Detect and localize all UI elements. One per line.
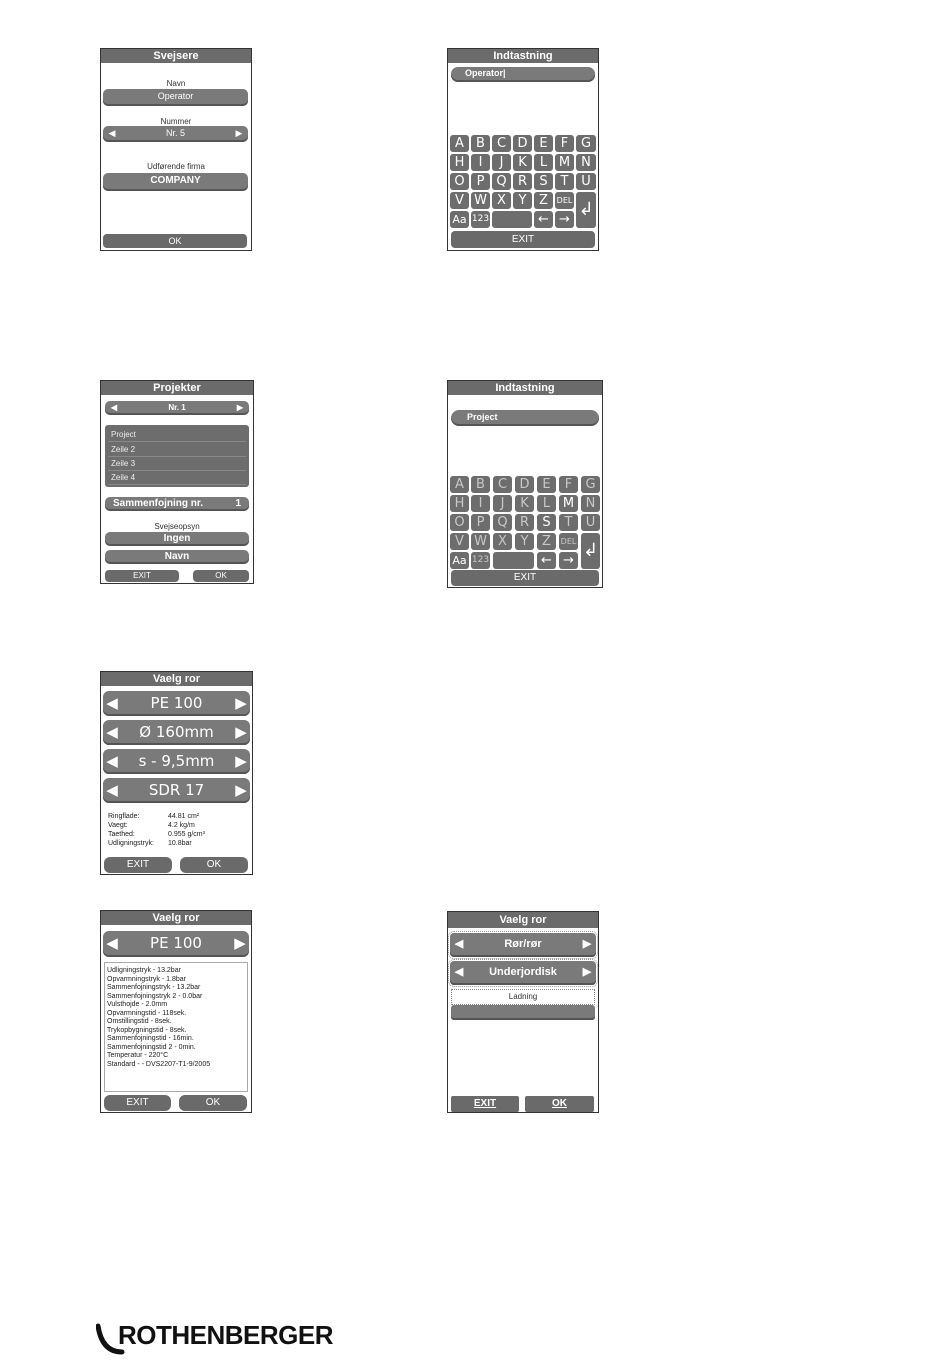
joint-value: 1 [235, 498, 241, 509]
key-f[interactable]: F [555, 135, 574, 152]
left-arrow-icon[interactable]: ◀ [106, 781, 118, 799]
key-j[interactable]: J [492, 154, 511, 171]
parameter-line: Sammenfojningstryk - 13.2bar [107, 984, 201, 991]
parameter-line: Omstillingstid - 8sek. [107, 1018, 172, 1025]
key-k[interactable]: K [515, 495, 534, 512]
property-label: Udligningstryk: [108, 840, 154, 847]
exit-button[interactable] [451, 570, 599, 586]
material-selector[interactable] [103, 931, 249, 957]
list-item[interactable]: Zeile 3 [108, 457, 246, 471]
list-item[interactable]: Project [108, 428, 246, 442]
key-b[interactable]: B [471, 135, 490, 152]
enter-icon[interactable]: ↲ [576, 192, 596, 228]
exit-label: EXIT [511, 234, 535, 245]
ok-label: OK [552, 1098, 567, 1109]
parameter-line: Opvarmningstid - 118sek. [107, 1009, 187, 1017]
key-o[interactable]: O [450, 514, 469, 531]
right-arrow-icon[interactable]: ▶ [235, 128, 243, 138]
key-s[interactable]: S [534, 173, 553, 190]
key-r[interactable]: R [515, 514, 534, 531]
ok-label: OK [168, 236, 182, 246]
screen-svejsere [100, 48, 252, 251]
key-c[interactable]: C [492, 135, 511, 152]
exit-label: EXIT [133, 571, 151, 580]
key-g[interactable]: G [576, 135, 596, 152]
diameter-value: Ø 160mm [139, 723, 214, 741]
property-row [108, 830, 205, 839]
parameter-line: Udligningstryk - 13.2bar [107, 967, 181, 974]
key-t[interactable]: T [559, 514, 578, 531]
sdr-selector[interactable] [103, 778, 250, 803]
key-q[interactable]: Q [493, 514, 512, 531]
property-label: Ringflade: [108, 813, 140, 820]
screen-indtastning-operator [447, 48, 599, 251]
key-p[interactable]: P [471, 173, 490, 190]
right-arrow-icon[interactable]: ▶ [234, 934, 246, 952]
exit-button[interactable] [105, 570, 179, 582]
key-m[interactable]: M [555, 154, 574, 171]
ok-button[interactable] [179, 1095, 247, 1111]
right-arrow-icon[interactable]: → [555, 211, 574, 228]
sdr-value: SDR 17 [148, 781, 205, 799]
enter-icon[interactable]: ↲ [581, 533, 600, 569]
key-i[interactable]: I [471, 154, 490, 171]
left-arrow-icon[interactable]: ◀ [106, 723, 118, 741]
key-x[interactable]: X [492, 192, 511, 209]
key-space[interactable] [493, 552, 534, 569]
screen-vaelg-ror-dimensions [100, 671, 253, 875]
key-w[interactable]: W [471, 533, 490, 550]
key-j[interactable]: J [493, 495, 512, 512]
property-value: 0.955 g/cm³ [168, 831, 205, 838]
key-n[interactable]: N [581, 495, 600, 512]
parameter-line: Trykopbygningstid - 8sek. [107, 1026, 187, 1034]
key-n[interactable]: N [576, 154, 596, 171]
supervision-label: Svejseopsyn [154, 522, 200, 531]
key-h[interactable]: H [450, 154, 469, 171]
input-value: Operator| [465, 68, 506, 78]
connection-type-value: Rør/rør [504, 938, 542, 950]
company-value: COMPANY [150, 175, 201, 186]
key-x[interactable]: X [493, 533, 512, 550]
property-value: 4.2 kg/m [168, 822, 195, 829]
key-f[interactable]: F [559, 476, 578, 493]
keyboard [450, 135, 596, 225]
exit-label: EXIT [473, 1098, 497, 1109]
parameter-list [104, 962, 248, 1092]
key-s[interactable]: S [537, 514, 556, 531]
parameter-line: Temperatur - 220°C [107, 1052, 169, 1059]
wall-thickness-selector[interactable] [103, 749, 250, 774]
company-label: Udførende firma [147, 162, 205, 171]
key-123[interactable]: 123 [471, 211, 490, 228]
screen-vaelg-ror-type [447, 911, 599, 1113]
left-arrow-icon[interactable]: ◀ [106, 934, 118, 952]
location-selector[interactable] [450, 961, 596, 985]
location-value: Underjordisk [489, 966, 557, 978]
right-arrow-icon[interactable]: ▶ [235, 752, 247, 770]
left-arrow-icon[interactable]: ◀ [110, 403, 118, 412]
left-arrow-icon[interactable]: ◀ [454, 966, 464, 978]
wall-value: s - 9,5mm [138, 752, 215, 770]
parameter-line: Sammenfojningstid 2 - 0min. [107, 1043, 196, 1051]
charge-label-box [451, 989, 595, 1005]
material-value: PE 100 [150, 934, 202, 952]
screen-title: Vaelg ror [101, 672, 252, 686]
parameter-line: Sammenfojningstryk 2 - 0.0bar [107, 992, 203, 1000]
screen-indtastning-project [447, 380, 603, 588]
right-arrow-icon[interactable]: → [559, 552, 578, 569]
exit-button[interactable] [451, 1096, 519, 1112]
key-b[interactable]: B [471, 476, 490, 493]
right-arrow-icon[interactable]: ▶ [235, 781, 247, 799]
ok-button[interactable] [103, 234, 247, 248]
ok-button[interactable] [193, 570, 249, 582]
brand-logo [96, 1318, 356, 1358]
key-e[interactable]: E [537, 476, 556, 493]
number-value: Nr. 5 [165, 128, 185, 138]
key-p[interactable]: P [471, 514, 490, 531]
list-item[interactable]: Zeile 4 [108, 471, 246, 485]
key-v[interactable]: V [450, 533, 469, 550]
number-label: Nummer [160, 117, 192, 126]
pipe-properties [108, 812, 205, 848]
ok-label: OK [205, 1097, 221, 1108]
brand-name: ROTHENBERGER [118, 1320, 334, 1350]
parameter-line: Sammenfojningstid - 16min. [107, 1035, 194, 1042]
name-label: Navn [166, 79, 186, 88]
screen-title: Indtastning [448, 381, 602, 395]
key-d[interactable]: D [515, 476, 534, 493]
property-label: Vaegt: [108, 822, 128, 829]
key-o[interactable]: O [450, 173, 469, 190]
ok-label: OK [215, 571, 227, 580]
exit-button[interactable] [104, 857, 172, 873]
key-case[interactable]: Aa [450, 552, 469, 569]
key-q[interactable]: Q [492, 173, 511, 190]
key-i[interactable]: I [471, 495, 490, 512]
list-item[interactable]: Zeile 2 [108, 443, 246, 457]
key-l[interactable]: L [534, 154, 553, 171]
key-u[interactable]: U [581, 514, 600, 531]
key-h[interactable]: H [450, 495, 469, 512]
left-arrow-icon[interactable]: ← [534, 211, 553, 228]
left-arrow-icon[interactable]: ◀ [106, 694, 118, 712]
key-del[interactable]: DEL [555, 192, 574, 209]
key-case[interactable]: Aa [450, 211, 469, 228]
screen-vaelg-ror-parameters [100, 910, 252, 1113]
exit-label: EXIT [126, 1097, 149, 1108]
ok-label: OK [206, 859, 222, 870]
diameter-selector[interactable] [103, 720, 250, 745]
key-t[interactable]: T [555, 173, 574, 190]
number-selector[interactable] [103, 126, 248, 142]
screen-title: Projekter [101, 381, 253, 395]
screen-projekter [100, 380, 254, 584]
key-k[interactable]: K [513, 154, 532, 171]
key-v[interactable]: V [450, 192, 469, 209]
input-value: Project [467, 412, 498, 422]
key-a[interactable]: A [450, 476, 469, 493]
material-selector[interactable] [103, 691, 250, 716]
right-arrow-icon[interactable]: ▶ [582, 938, 592, 950]
left-arrow-icon[interactable]: ◀ [454, 938, 464, 950]
name-field[interactable] [103, 89, 248, 106]
right-arrow-icon[interactable]: ▶ [236, 403, 244, 412]
property-value: 10.8bar [168, 840, 192, 847]
charge-field[interactable] [451, 1005, 595, 1020]
key-g[interactable]: G [581, 476, 600, 493]
project-number-value: Nr. 1 [168, 403, 186, 412]
key-y[interactable]: Y [513, 192, 532, 209]
left-arrow-icon[interactable]: ◀ [108, 128, 116, 138]
property-row [108, 812, 205, 821]
exit-label: EXIT [513, 572, 537, 583]
right-arrow-icon[interactable]: ▶ [582, 966, 592, 978]
key-123[interactable]: 123 [471, 552, 490, 569]
property-row [108, 839, 205, 848]
property-row [108, 821, 205, 830]
key-c[interactable]: C [493, 476, 512, 493]
supervision-field[interactable] [105, 532, 249, 546]
joint-label: Sammenfojning nr. [113, 498, 204, 509]
keyboard [450, 476, 600, 566]
key-space[interactable] [492, 211, 532, 228]
supervision-value: Ingen [163, 533, 191, 544]
joint-number-field[interactable] [105, 497, 249, 511]
key-z[interactable]: Z [534, 192, 553, 209]
ok-button[interactable] [180, 857, 248, 873]
key-z[interactable]: Z [537, 533, 556, 550]
supervisor-name-value: Navn [164, 551, 190, 562]
screen-title: Vaelg ror [101, 911, 251, 925]
ok-button[interactable] [525, 1096, 594, 1112]
text-input[interactable] [451, 410, 599, 426]
screen-title: Vaelg ror [448, 912, 598, 928]
key-m[interactable]: M [559, 495, 578, 512]
screen-title: Svejsere [101, 49, 251, 63]
supervisor-name-field[interactable] [105, 550, 249, 564]
parameter-line: Standard - - DVS2207-T1-9/2005 [107, 1060, 211, 1068]
name-value: Operator [157, 91, 194, 101]
right-arrow-icon[interactable]: ▶ [235, 694, 247, 712]
project-list [105, 425, 249, 487]
company-field[interactable] [103, 173, 248, 191]
parameter-line: Vulsthojde - 2.0mm [107, 1001, 168, 1008]
charge-label: Ladning [508, 992, 538, 1001]
left-arrow-icon[interactable]: ◀ [106, 752, 118, 770]
exit-button[interactable] [104, 1095, 171, 1111]
parameter-line: Opvarmningstryk - 1.8bar [107, 975, 186, 983]
exit-label: EXIT [126, 859, 150, 870]
project-number-selector[interactable] [105, 401, 249, 415]
property-value: 44.81 cm² [168, 813, 200, 820]
key-l[interactable]: L [537, 495, 556, 512]
left-arrow-icon[interactable]: ← [537, 552, 556, 569]
right-arrow-icon[interactable]: ▶ [235, 723, 247, 741]
key-del[interactable]: DEL [559, 533, 578, 550]
material-value: PE 100 [150, 694, 203, 712]
screen-title: Indtastning [448, 49, 598, 63]
property-label: Taethed: [108, 831, 135, 838]
key-a[interactable]: A [450, 135, 469, 152]
text-input[interactable] [451, 67, 595, 82]
connection-type-selector[interactable] [450, 933, 596, 957]
key-e[interactable]: E [534, 135, 553, 152]
key-d[interactable]: D [513, 135, 532, 152]
key-r[interactable]: R [513, 173, 532, 190]
key-y[interactable]: Y [515, 533, 534, 550]
key-w[interactable]: W [471, 192, 490, 209]
exit-button[interactable] [451, 231, 595, 248]
key-u[interactable]: U [576, 173, 596, 190]
